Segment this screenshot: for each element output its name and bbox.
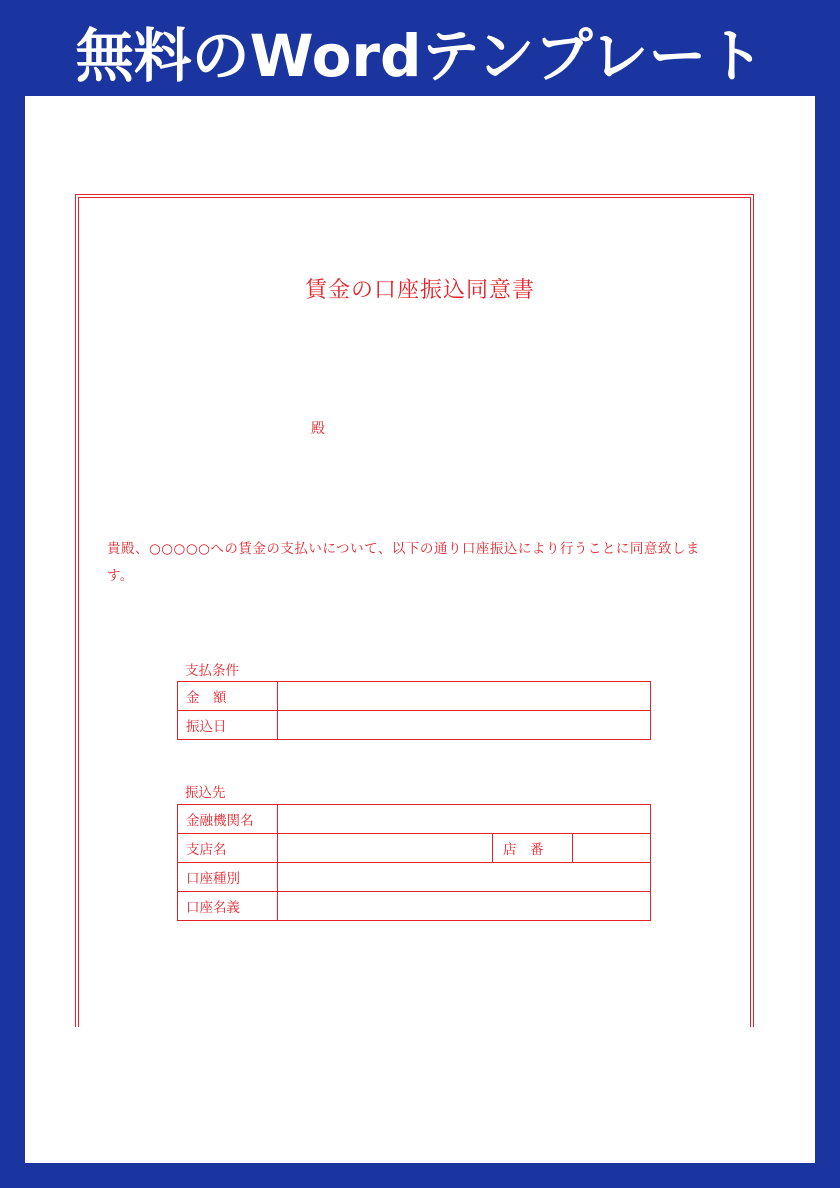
transfer-table [177,804,651,921]
bank-name-label: 金融機関名 [178,805,278,834]
table-row [178,711,651,740]
branch-field[interactable] [278,834,493,863]
table-row [178,682,651,711]
transfer-date-field[interactable] [278,711,651,740]
payment-table [177,681,651,740]
transfer-section-label: 振込先 [185,785,226,801]
table-row [178,805,651,834]
branch-number-field[interactable] [573,834,651,863]
account-type-field[interactable] [278,863,651,892]
table-row [178,863,651,892]
branch-label: 支店名 [178,834,278,863]
document-title: 賃金の口座振込同意書 [304,278,535,303]
payment-section-label: 支払条件 [185,663,239,679]
account-holder-field[interactable] [278,892,651,921]
consent-text: 貴殿、○○○○○への賃金の支払いについて、以下の通り口座振込により行うことに同意致します。 [107,541,700,584]
table-row [178,834,651,863]
account-holder-label: 口座名義 [178,892,278,921]
account-type-label: 口座種別 [178,863,278,892]
bank-name-field[interactable] [278,805,651,834]
amount-label: 金 額 [178,682,278,711]
branch-number-label: 店 番 [493,834,573,863]
banner-title: 無料のWordテンプレート [75,22,765,90]
table-row [178,892,651,921]
addressee-suffix: 殿 [311,421,325,437]
transfer-date-label: 振込日 [178,711,278,740]
document-page [25,96,815,1163]
amount-field[interactable] [278,682,651,711]
